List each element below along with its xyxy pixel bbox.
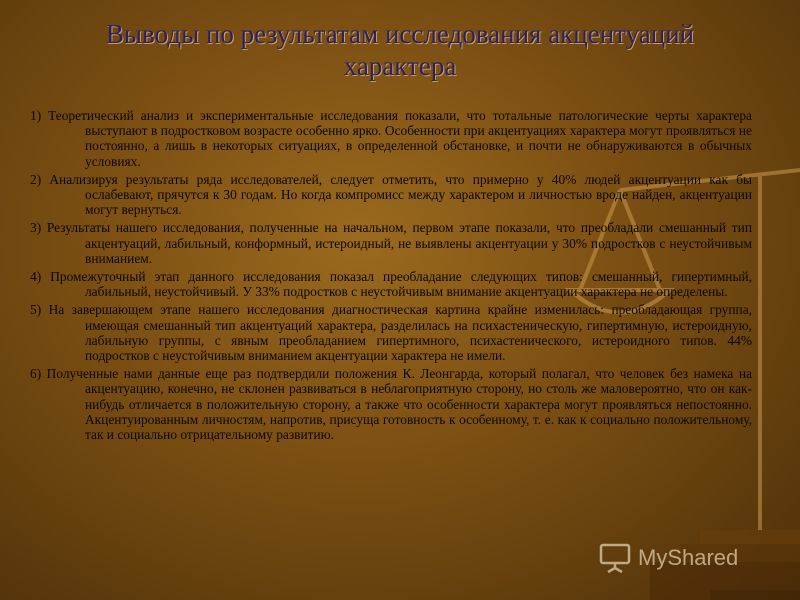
conclusion-item-6: 6) Полученные нами данные еще раз подтвердили положения К. Леонгарда, который полагал, что человек без намека на акцентуацию, конечно, не склонен развиваться в неблагоприятную сторону, но столь же маловероятно, что он как-нибудь отличается в положительную сторону, а также что особенности характера могут проявляться непостоянно. Акцентуированным личностям, напротив, присуща готовность к особенному, т. е. как к социально положительному, так и социально отрицательному развитию.	[30, 366, 752, 443]
slide-title	[40, 18, 760, 82]
presentation-board-icon	[598, 541, 632, 575]
conclusion-item-1: 1) Теоретический анализ и экспериментальные исследования показали, что тотальные патологические черты характера выступают в подростковом возрасте особенно ярко. Особенности при акцентуациях характера могут проявляться не постоянно, а лишь в некоторых ситуациях, в определенной обстановке, и почти не обнаруживаются в обычных условиях.	[30, 108, 752, 169]
conclusion-item-4: 4) Промежуточный этап данного исследования показал преобладание следующих типов: смешанный, гипертимный, лабильный, неустойчивый. У 33% подростков с неустойчивым внимание акцентуации характера не определены.	[30, 269, 752, 300]
watermark	[598, 538, 788, 578]
conclusions-list	[30, 108, 752, 445]
conclusion-item-3: 3) Результаты нашего исследования, полученные на начальном, первом этапе показали, что преобладали смешанный тип акцентуаций, лабильный, конформный, истероидный, не выявлены акцентуации у 30% подростков с неустойчивым вниманием.	[30, 220, 752, 266]
conclusion-item-5: 5) На завершающем этапе нашего исследования диагностическая картина крайне изменилась: преобладающая группа, имеющая смешанный тип акцентуаций характера, разделилась на психастеническую, гипертимную, истероидную, лабильную группы, с явным преобладанием гипертимного, психастенического, истероидного типов. 44% подростков с неустойчивым вниманием акцентуации характера не имели.	[30, 302, 752, 364]
slide-title-line-1: Выводы по результатам исследования акцентуаций	[105, 19, 695, 49]
slide-title-line-2: характера	[343, 51, 457, 81]
watermark-text: MyShared	[638, 545, 739, 570]
conclusion-item-2: 2) Анализируя результаты ряда исследователей, следует отметить, что примерно у 40% людей акцентуации как бы ослабевают, прячутся к 30 годам. Но когда компромисс между характером и личностью вроде найден, акцентуации могут вернуться.	[30, 171, 752, 218]
